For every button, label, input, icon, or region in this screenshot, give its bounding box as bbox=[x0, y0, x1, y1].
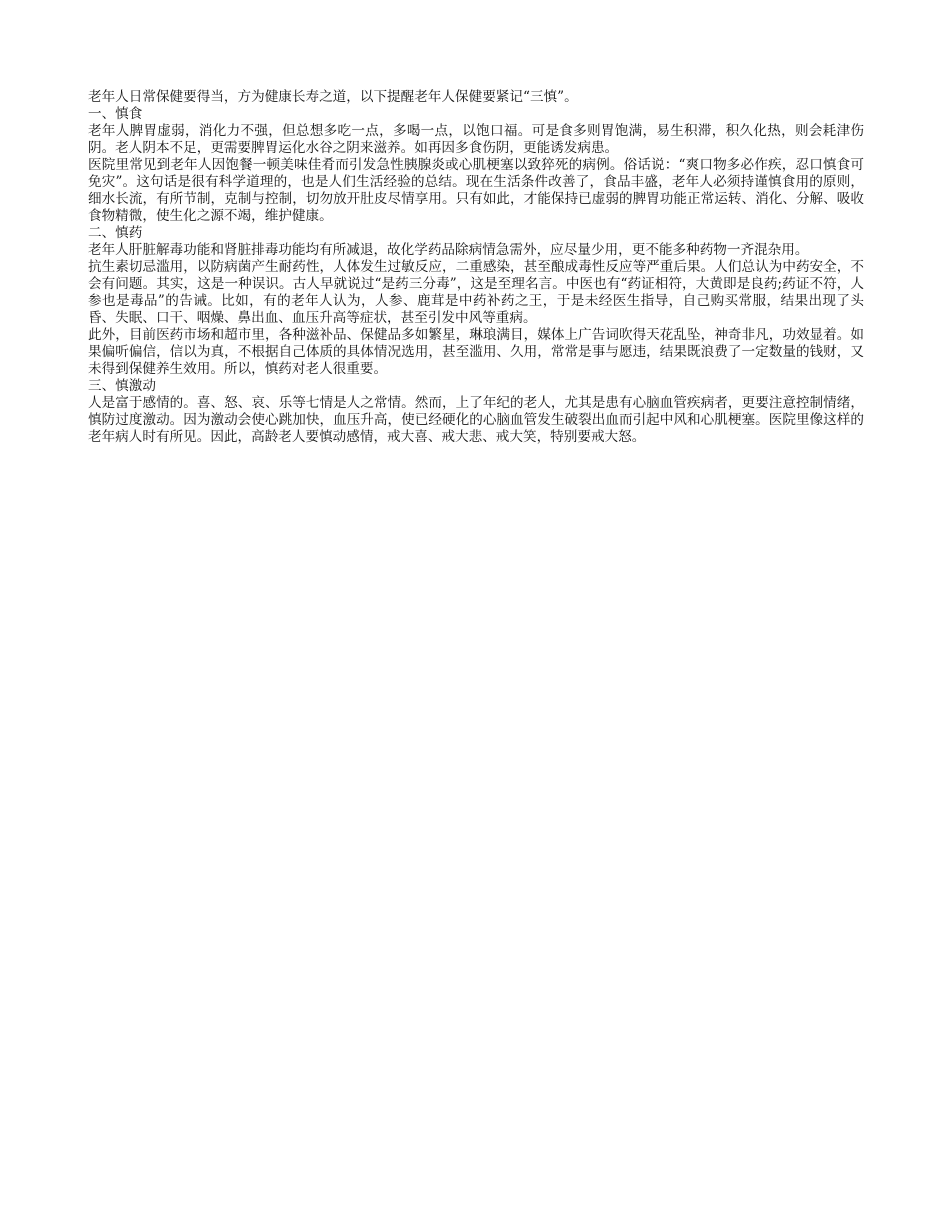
section-medicine bbox=[88, 225, 864, 378]
paragraph: 抗生素切忌滥用，以防病菌产生耐药性，人体发生过敏反应，二重感染，甚至酿成毒性反应等严重后果。人们总认为中药安全，不会有问题。其实，这是一种误识。古人早就说过“是药三分毒”，这是至理名言。中医也有“药证相符，大黄即是良药;药证不符，人参也是毒品”的告诫。比如，有的老年人认为，人参、鹿茸是中药补药之王，于是未经医生指导，自己购买常服，结果出现了头昏、失眠、口干、咽燥、鼻出血、血压升高等症状，甚至引发中风等重病。 bbox=[88, 259, 864, 326]
document-body bbox=[88, 89, 864, 446]
paragraph: 人是富于感情的。喜、怒、哀、乐等七情是人之常情。然而，上了年纪的老人，尤其是患有心脑血管疾病者，更要注意控制情绪，慎防过度激动。因为激动会使心跳加快，血压升高，使已经硬化的心脑血管发生破裂出血而引起中风和心肌梗塞。医院里像这样的老年病人时有所见。因此，高龄老人要慎动感情，戒大喜、戒大悲、戒大笑，特别要戒大怒。 bbox=[88, 395, 864, 445]
section-emotion bbox=[88, 378, 864, 446]
paragraph: 医院里常见到老年人因饱餐一顿美味佳肴而引发急性胰腺炎或心肌梗塞以致猝死的病例。俗话说：“爽口物多必作疾，忍口慎食可免灾”。这句话是很有科学道理的，也是人们生活经验的总结。现在生活条件改善了，食品丰盛，老年人必须持谨慎食用的原则，细水长流，有所节制，克制与控制，切勿放开肚皮尽情享用。只有如此，才能保持已虚弱的脾胃功能正常运转、消化、分解、吸收食物精微，使生化之源不竭，维护健康。 bbox=[88, 157, 864, 224]
section-diet bbox=[88, 106, 864, 225]
section-heading: 二、慎药 bbox=[88, 225, 143, 241]
section-heading: 一、慎食 bbox=[88, 106, 143, 122]
section-heading: 三、慎激动 bbox=[88, 378, 156, 394]
intro-paragraph: 老年人日常保健要得当，方为健康长寿之道，以下提醒老年人保健要紧记“三慎”。 bbox=[88, 89, 578, 105]
paragraph: 老年人肝脏解毒功能和肾脏排毒功能均有所减退，故化学药品除病情急需外，应尽量少用，更不能多种药物一齐混杂用。 bbox=[88, 242, 809, 258]
paragraph: 老年人脾胃虚弱，消化力不强，但总想多吃一点，多喝一点，以饱口福。可是食多则胃饱满，易生积滞，积久化热，则会耗津伤阴。老人阴本不足，更需要脾胃运化水谷之阴来滋养。如再因多食伤阴，更能诱发病患。 bbox=[88, 123, 864, 156]
paragraph: 此外，目前医药市场和超市里，各种滋补品、保健品多如繁星，琳琅满目，媒体上广告词吹得天花乱坠，神奇非凡，功效显着。如果偏听偏信，信以为真，不根据自己体质的具体情况选用，甚至滥用、久用，常常是事与愿违，结果既浪费了一定数量的钱财，又未得到保健养生效用。所以，慎药对老人很重要。 bbox=[88, 327, 864, 377]
